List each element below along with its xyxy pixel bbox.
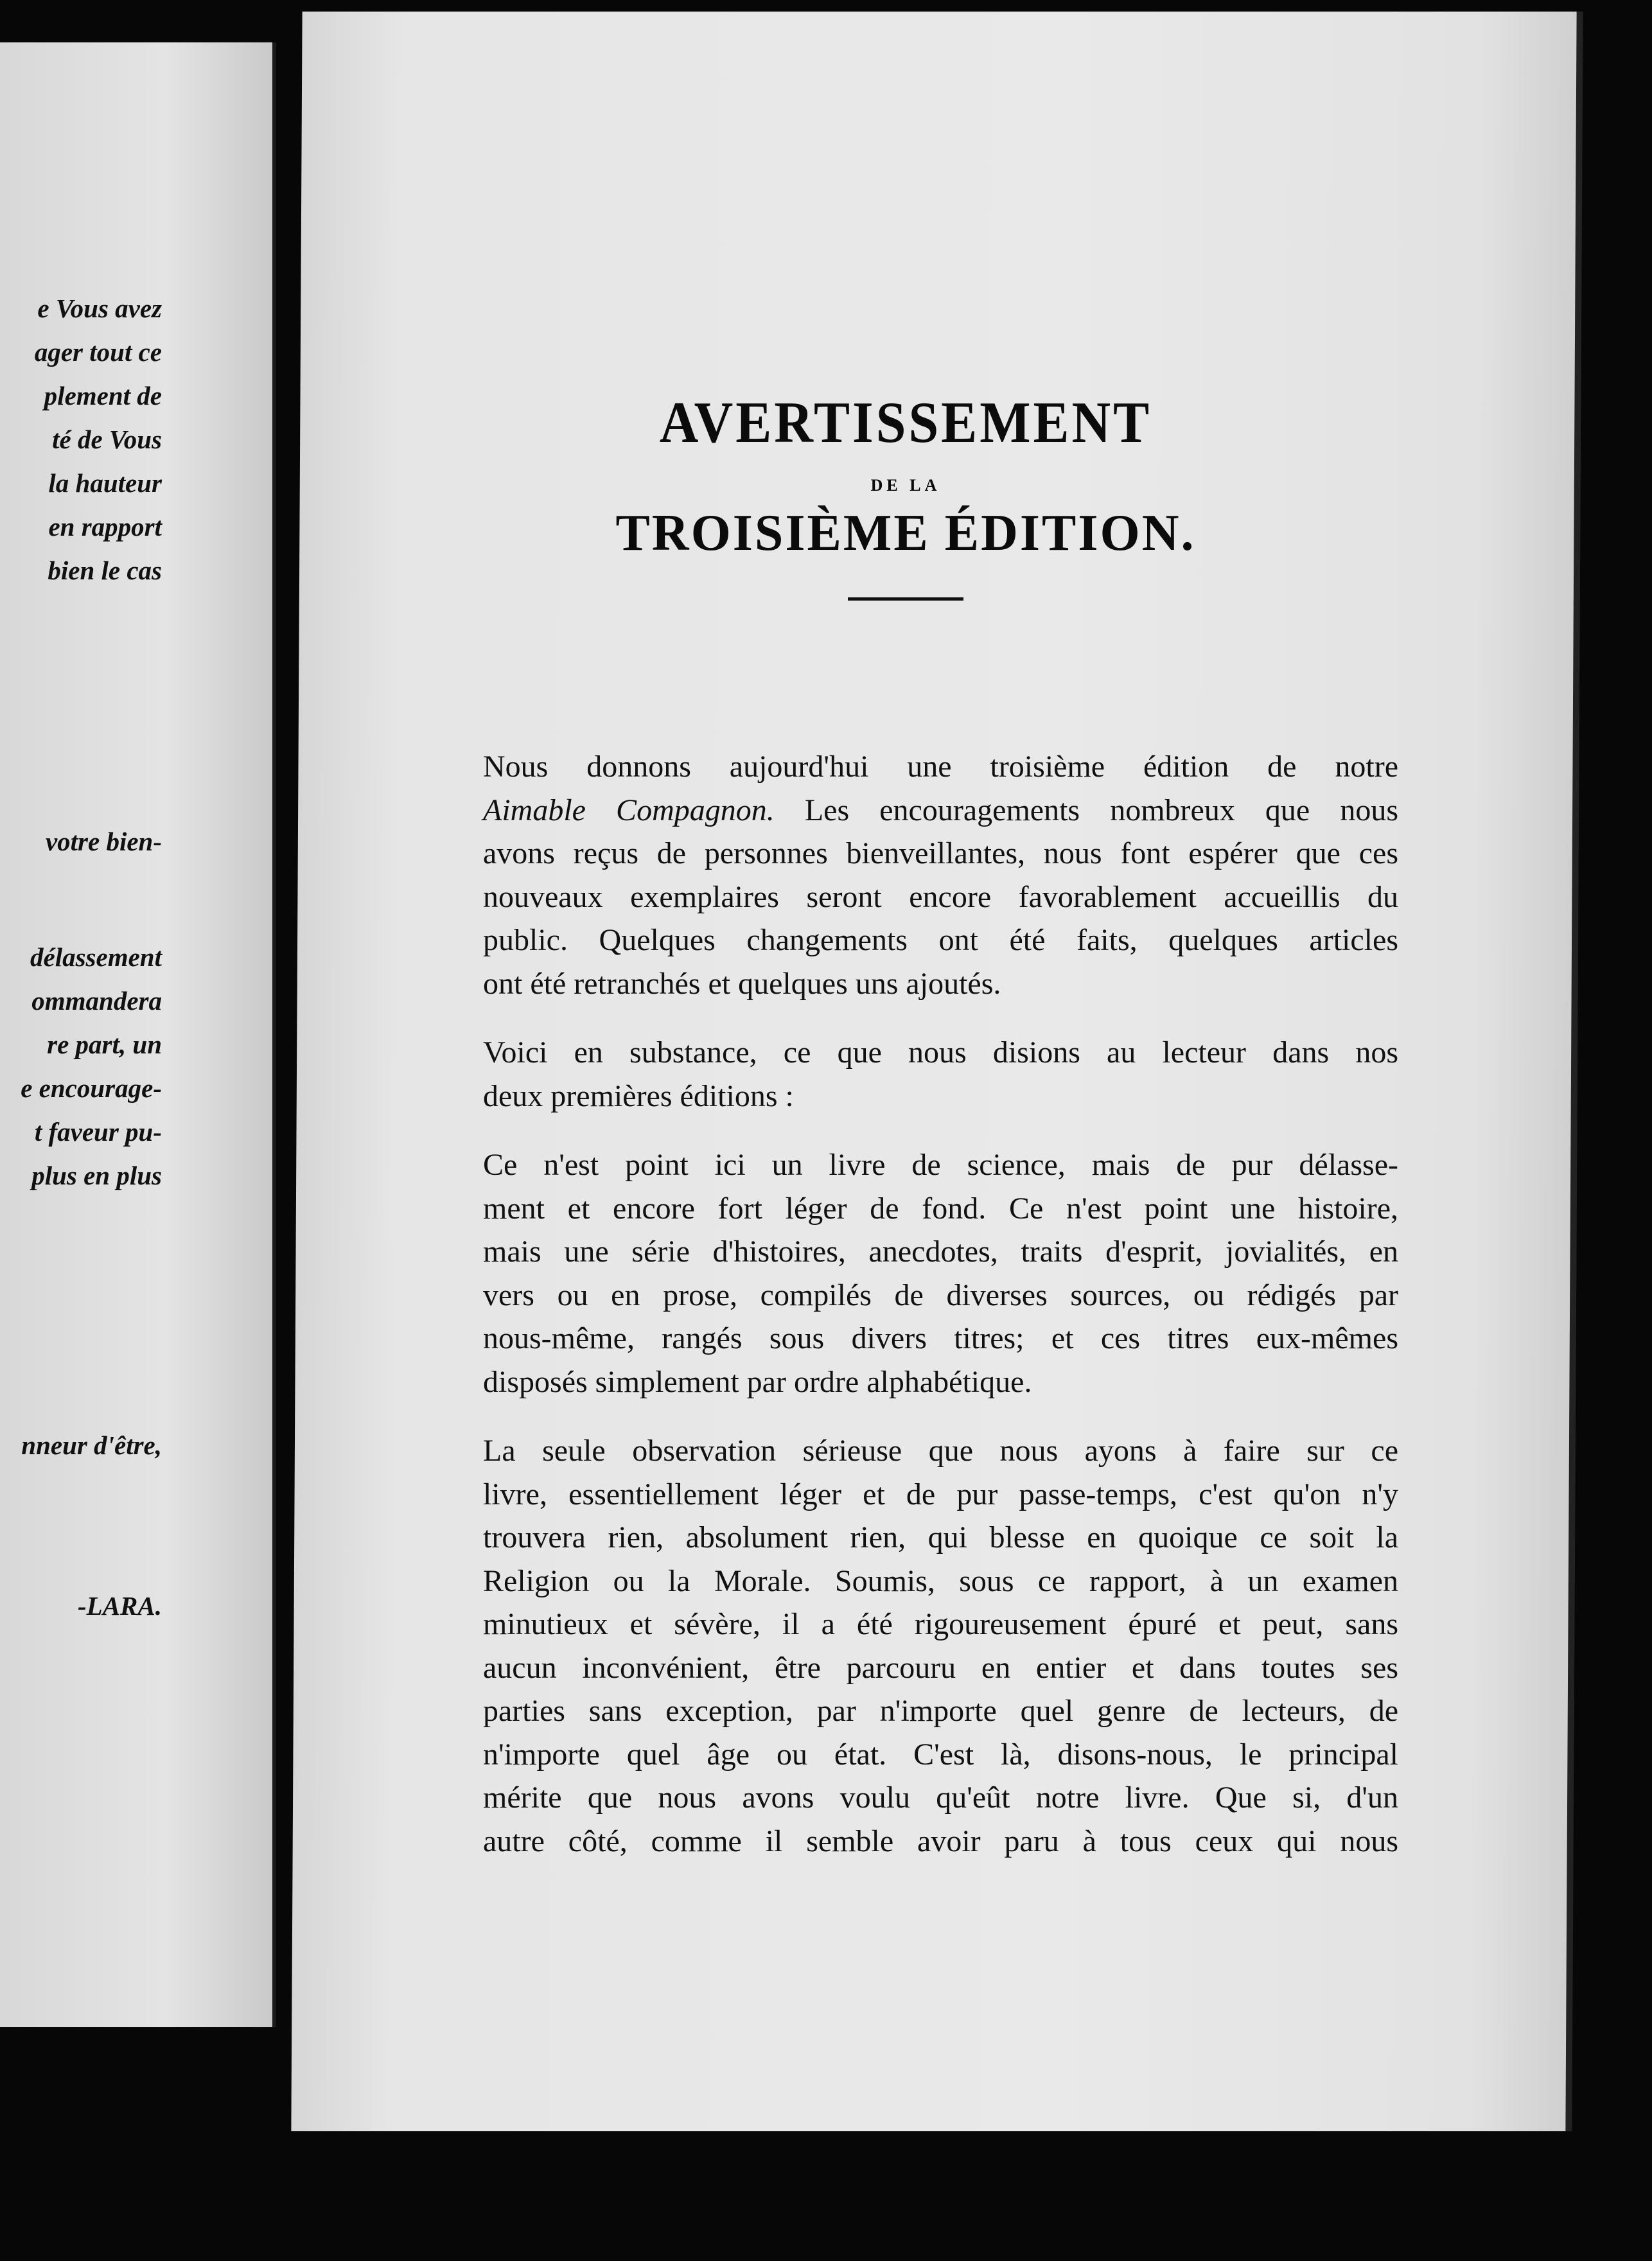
text-line: public. Quelques changements ont été faits, quelques articles (483, 923, 1398, 957)
text-line: aucun inconvénient, être parcouru en entier et dans toutes ses (483, 1650, 1398, 1685)
facing-page-line: e encourage- (21, 1073, 162, 1103)
text-line: deux premières éditions : (483, 1078, 794, 1113)
text-line: disposés simplement par ordre alphabétique. (483, 1364, 1032, 1399)
body-text (457, 745, 1398, 1888)
facing-page-line: ommandera (31, 986, 162, 1016)
text-line: mais une série d'histoires, anecdotes, traits d'esprit, jovialités, en (483, 1235, 1398, 1269)
title-rule (848, 597, 963, 601)
text-line: ment et encore fort léger de fond. Ce n'est point une histoire, (483, 1191, 1398, 1226)
text-line: Religion ou la Morale. Soumis, sous ce rapport, à un examen (483, 1563, 1398, 1598)
facing-page-line: re part, un (47, 1030, 162, 1059)
text-line: avons reçus de personnes bienveillantes, nous font espérer que ces (483, 836, 1398, 870)
page-title: AVERTISSEMENT (659, 391, 1152, 455)
facing-page-line: plement de (44, 381, 162, 410)
text-line: minutieux et sévère, il a été rigoureusement épuré et peut, sans (483, 1607, 1398, 1641)
facing-page-line: -LARA. (78, 1591, 162, 1621)
paragraph (457, 745, 1398, 1005)
text-line: Voici en substance, ce que nous disions au lecteur dans nos (483, 1035, 1398, 1069)
text-line: nouveaux exemplaires seront encore favorablement accueillis du (483, 879, 1398, 914)
text-line: autre côté, comme il semble avoir paru à tous ceux qui nous (483, 1824, 1398, 1858)
page-gutter (272, 42, 276, 2027)
facing-page-line: votre bien- (45, 827, 162, 856)
text-line: ont été retranchés et quelques uns ajoutés. (483, 966, 1001, 1001)
facing-page-line: t faveur pu- (34, 1117, 162, 1147)
text-line: n'importe quel âge ou état. C'est là, disons-nous, le principal (483, 1737, 1398, 1772)
italic-book-title: Aimable Compagnon. (483, 793, 775, 827)
text-line: Ce n'est point ici un livre de science, mais de pur délasse- (483, 1148, 1398, 1182)
title-connector: DE LA (870, 476, 941, 495)
paragraph (457, 1143, 1398, 1403)
title-block (450, 392, 1362, 601)
facing-page-line: plus en plus (31, 1161, 162, 1190)
text-line: livre, essentiellement léger et de pur passe-temps, c'est qu'on n'y (483, 1477, 1398, 1511)
text-line: La seule observation sérieuse que nous ayons à faire sur ce (483, 1434, 1398, 1468)
facing-page-line: délassement (30, 942, 162, 972)
facing-page-line: ager tout ce (34, 337, 162, 367)
text-line: parties sans exception, par n'importe quel genre de lecteurs, de (483, 1694, 1398, 1728)
text-line: mérite que nous avons voulu qu'eût notre livre. Que si, d'un (483, 1781, 1398, 1815)
paragraph (457, 1429, 1398, 1863)
facing-page-line: té de Vous (52, 425, 162, 454)
text-line: trouvera rien, absolument rien, qui blesse en quoique ce soit la (483, 1520, 1398, 1554)
text-line: Nous donnons aujourd'hui une troisième édition de notre (483, 750, 1398, 784)
page-subtitle: TROISIÈME ÉDITION. (615, 505, 1196, 561)
text-line: vers ou en prose, compilés de diverses sources, ou rédigés par (483, 1278, 1398, 1312)
facing-page-line: en rapport (48, 512, 162, 541)
facing-page-line: nneur d'être, (21, 1430, 162, 1460)
facing-page-line: bien le cas (48, 556, 162, 585)
text-line: nous-même, rangés sous divers titres; et ces titres eux-mêmes (483, 1321, 1398, 1355)
facing-page-fragment (0, 42, 276, 2027)
text-line (457, 789, 1398, 832)
paragraph (457, 1031, 1398, 1118)
text-line-rest: Les encouragements nombreux que nous (774, 793, 1399, 827)
facing-page-line: la hauteur (48, 468, 162, 498)
facing-page-line: e Vous avez (37, 294, 162, 323)
